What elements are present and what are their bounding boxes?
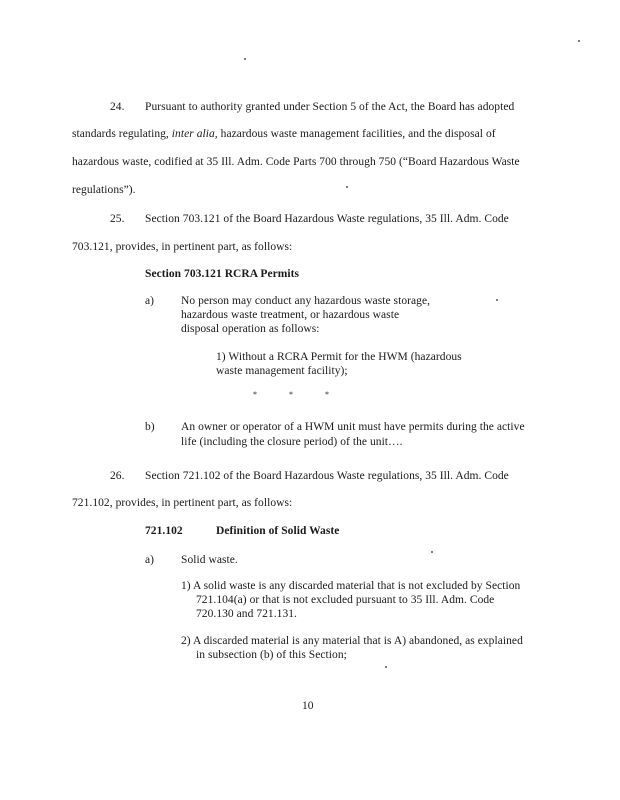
- quote-2-item-1-line-2: 721.104(a) or that is not excluded pursuant to 35 Ill. Adm. Code: [196, 594, 495, 606]
- quote-1-a-line-3: disposal operation as follows:: [181, 323, 320, 335]
- quote-2-item-2-line-2: in subsection (b) of this Section;: [196, 649, 347, 661]
- quote-2-item-2-line-1: 2) A discarded material is any material that is A) abandoned, as explained: [181, 635, 523, 647]
- ellipsis-star: *: [325, 390, 329, 399]
- quote-1-b-line-1: An owner or operator of a HWM unit must have permits during the active: [181, 421, 525, 433]
- scan-speck: [385, 666, 387, 668]
- quote-1-b-label: b): [145, 421, 155, 433]
- para-25-line-2: 703.121, provides, in pertinent part, as follows:: [72, 241, 293, 253]
- para-26-line-1: Section 721.102 of the Board Hazardous Waste regulations, 35 Ill. Adm. Code: [145, 470, 509, 482]
- para-26-number: 26.: [110, 470, 125, 482]
- ellipsis-star: *: [289, 390, 293, 399]
- quote-1-a-line-2: hazardous waste treatment, or hazardous waste: [181, 309, 400, 321]
- para-26-line-2: 721.102, provides, in pertinent part, as follows:: [72, 497, 293, 509]
- para-24-line-2-italic: inter alia,: [171, 128, 218, 140]
- quote-1-b-line-2: life (including the closure period) of the unit….: [181, 436, 403, 448]
- scan-speck: [496, 299, 498, 301]
- quote-1-sub-1-line-1: 1) Without a RCRA Permit for the HWM (hazardous: [216, 351, 462, 363]
- quote-1-a-label: a): [145, 295, 155, 307]
- para-24-number: 24.: [110, 101, 125, 113]
- quote-1-heading: Section 703.121 RCRA Permits: [145, 268, 300, 280]
- ellipsis-star: *: [253, 390, 257, 399]
- scan-speck: [431, 551, 433, 553]
- para-24-line-4: regulations”).: [72, 184, 136, 196]
- quote-2-a-text: Solid waste.: [181, 554, 238, 566]
- para-24-line-3: hazardous waste, codified at 35 Ill. Adm. Code Parts 700 through 750 (“Board Hazardous Waste: [72, 156, 520, 168]
- quote-2-heading-number: 721.102: [145, 525, 183, 537]
- para-25-number: 25.: [110, 213, 125, 225]
- scan-speck: [578, 40, 580, 42]
- para-24-line-2: [72, 128, 496, 141]
- para-24-line-2-pre: standards regulating,: [72, 128, 169, 140]
- quote-2-item-1-line-3: 720.130 and 721.131.: [196, 608, 297, 620]
- quote-1-a-line-1: No person may conduct any hazardous waste storage,: [181, 295, 431, 307]
- scan-speck: [244, 58, 246, 60]
- page-number: 10: [302, 700, 314, 712]
- para-25-line-1: Section 703.121 of the Board Hazardous Waste regulations, 35 Ill. Adm. Code: [145, 213, 509, 225]
- quote-1-sub-1-line-2: waste management facility);: [216, 365, 348, 377]
- quote-2-heading-title: Definition of Solid Waste: [216, 525, 340, 537]
- quote-2-a-label: a): [145, 554, 155, 566]
- scan-speck: [346, 186, 348, 188]
- para-24-line-1: Pursuant to authority granted under Section 5 of the Act, the Board has adopted: [145, 101, 515, 113]
- quote-2-item-1-line-1: 1) A solid waste is any discarded material that is not excluded by Section: [181, 580, 521, 592]
- para-24-line-2-post: hazardous waste management facilities, and the disposal of: [220, 128, 496, 140]
